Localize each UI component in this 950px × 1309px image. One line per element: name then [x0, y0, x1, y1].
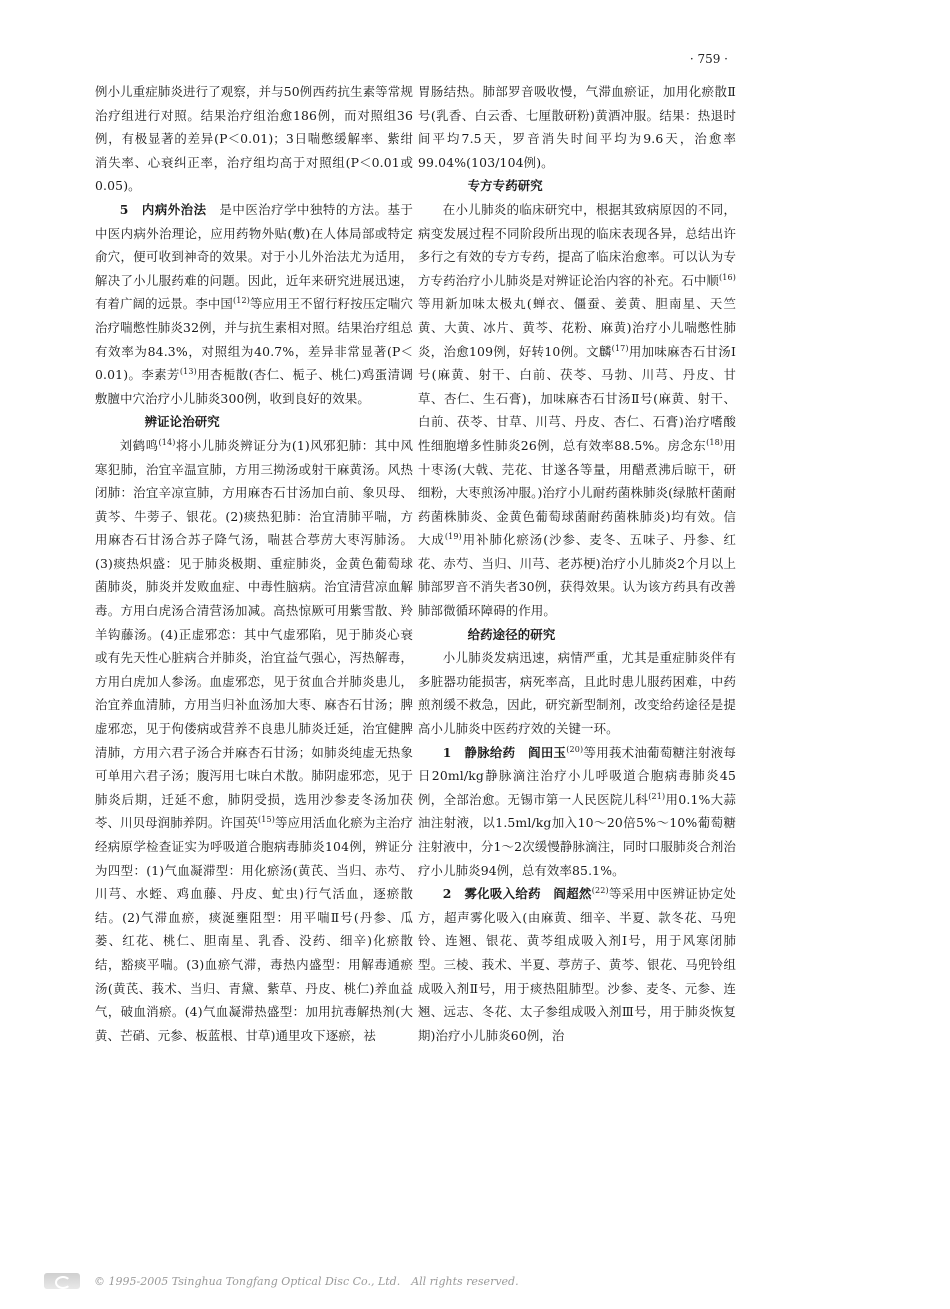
citation-ref: (13): [179, 367, 197, 376]
copyright-text: © 1995-2005 Tsinghua Tongfang Optical Disc Co., Ltd. All rights reserved.: [94, 1275, 519, 1288]
citation-ref: (22): [591, 886, 609, 896]
citation-ref: (16): [718, 272, 737, 282]
paragraph: 例小儿重症肺炎进行了观察，并与50例西药抗生素等常规治疗组进行对照。结果治疗组治愈186例，而对照组36例，有极显著的差异(P＜0.01)；3日喘憋缓解率、紫绀消失率、心衰纠正率，治疗组均高于对照组(P＜0.01或0.05)。: [95, 84, 413, 194]
subsection-heading: 2 雾化吸入给药: [442, 886, 541, 902]
section-heading: 辨证论治研究: [144, 414, 220, 430]
paragraph: 在小儿肺炎的临床研究中，根据其致病原因的不同，病变发展过程不同阶段所出现的临床表现各异，总结出许多行之有效的专方专药，提高了临床治愈率。可以认为专方专药治疗小儿肺炎是对辨证论治内容的补充。石中顺$^{(16)}$等用新加味太极丸(蝉衣、僵蚕、姜黄、胆南星、天竺黄、大黄、冰片、黄芩、花粉、麻黄)治疗小儿喘憋性肺炎，治愈109例，好转10例。文麟$^{(17)}$用加味麻杏石甘汤Ⅰ号(麻黄、射干、白前、茯苓、马勃、川芎、丹皮、甘草、杏仁、生石膏)，加味麻杏石甘汤Ⅱ号(麻黄、射干、白前、茯苓、甘草、川芎、丹皮、杏仁、石膏)治疗嗜酸性细胞增多性肺炎26例，总有效率88.5%。房念东$^{(18)}$用十枣汤(大戟、芫花、甘遂各等量，用醋煮沸后晾干，研细粉，大枣煎汤冲服。)治疗小儿耐药菌株肺炎(绿脓杆菌耐药菌株肺炎、金黄色葡萄球菌耐药菌株肺炎)均有效。信大成$^{(19)}$用补肺化瘀汤(沙参、麦冬、五味子、丹参、红花、赤芍、当归、川芎、老苏梗)治疗小儿肺炎2个月以上肺部罗音不消失者30例，获得效果。认为该方药具有改善肺部微循环障碍的作用。: [418, 201, 737, 619]
publisher-logo-icon: [44, 1273, 80, 1289]
citation-ref: (18): [706, 437, 724, 447]
subsection-heading: 1 静脉给药: [442, 744, 516, 760]
left-column: [95, 80, 413, 1047]
citation-ref: (20): [566, 744, 584, 754]
paragraph: 胃肠结热。肺部罗音吸收慢，气滞血瘀证，加用化瘀散Ⅱ号(乳香、白云香、七厘散研粉)黄酒冲服。结果：热退时间平均7.5天，罗音消失时间平均为9.6天，治愈率99.04%(103/104例)。: [418, 84, 736, 170]
section-heading: 5 内病外治法: [119, 201, 207, 217]
copyright-footer: [44, 1271, 519, 1291]
section-heading: 专方专药研究: [467, 178, 543, 194]
paragraph: 2 雾化吸入给药 阎超然$^{(22)}$等采用中医辨证协定处方，超声雾化吸入(由麻黄、细辛、半夏、款冬花、马兜铃、连翘、银花、黄芩组成吸入剂Ⅰ号，用于风寒闭肺型。三棱、莪术、半夏、葶苈子、黄芩、银花、马兜铃组成吸入剂Ⅱ号，用于痰热阻肺型。沙参、麦冬、元参、连翘、远志、冬花、太子参组成吸入剂Ⅲ号，用于肺炎恢复期)治疗小儿肺炎60例，治: [418, 886, 737, 1043]
paragraph: 1 静脉给药 阎田玉$^{(20)}$等用莪术油葡萄糖注射液每日20ml/kg静脉滴注治疗小儿呼吸道合胞病毒肺炎45例，全部治愈。无锡市第一人民医院儿科$^{(21)}$用0.1%大蒜油注射液，以1.5ml/kg加入10～20倍5%～10%葡萄糖注射液中，分1～2次缓慢静脉滴注，同时口服肺炎合剂治疗小儿肺炎94例，总有效率85.1%。: [418, 744, 737, 878]
paragraph: 刘鹤鸣$^{(14)}$将小儿肺炎辨证分为(1)风邪犯肺：其中风寒犯肺，治宜辛温宣肺，方用三拗汤或射干麻黄汤。风热闭肺：治宜辛凉宣肺，方用麻杏石甘汤加白前、象贝母、黄芩、牛蒡子、银花。(2)痰热犯肺：治宜清肺平喘，方用麻杏石甘汤合苏子降气汤，喘甚合葶苈大枣泻肺汤。(3)痰热炽盛：见于肺炎极期、重症肺炎，金黄色葡萄球菌肺炎，肺炎并发败血症、中毒性脑病。治宜清营凉血解毒。方用白虎汤合清营汤加减。高热惊厥可用紫雪散、羚羊钩藤汤。(4)正虚邪恋：其中气虚邪陷，见于肺炎心衰或有先天性心脏病合并肺炎，治宜益气强心，泻热解毒，方用白虎加人参汤。血虚邪恋，见于贫血合并肺炎患儿，治宜养血清肺，方用当归补血汤加大枣、麻杏石甘汤；脾虚邪恋，见于佝偻病或营养不良患儿肺炎迁延，治宜健脾清肺，方用六君子汤合并麻杏石甘汤；如肺炎纯虚无热象可单用六君子汤；腹泻用七味白术散。肺阴虚邪恋，见于肺炎后期，迁延不愈，肺阴受损，选用沙参麦冬汤加茯苓、川贝母润肺养阴。许国英$^{(15)}$等应用活血化瘀为主治疗经病原学检查证实为呼吸道合胞病毒肺炎104例，辨证分为四型：(1)气血凝滞型：用化瘀汤(黄芪、当归、赤芍、川芎、水蛭、鸡血藤、丹皮、虻虫)行气活血，逐瘀散结。(2)气滞血瘀，痰涎壅阻型：用平喘Ⅱ号(丹参、瓜蒌、红花、桃仁、胆南星、乳香、没药、细辛)化瘀散结，豁痰平喘。(3)血瘀气滞，毒热内盛型：用解毒通瘀汤(黄芪、莪术、当归、青黛、紫草、丹皮、桃仁)养血益气，破血消瘀。(4)气血凝滞热盛型：加用抗毒解热剂(大黄、芒硝、元参、板蓝根、甘草)通里攻下逐瘀，祛: [95, 437, 414, 1043]
right-column: [418, 80, 736, 1047]
citation-ref: (17): [611, 343, 629, 353]
citation-ref: (14): [158, 437, 176, 447]
paragraph: 5 内病外治法 是中医治疗学中独特的方法。基于中医内病外治理论，应用药物外贴(敷)在人体局部或特定俞穴，便可收到神奇的效果。对于小儿外治法尤为适用，解决了小儿服药难的问题。因此，近年来研究进展迅速，有着广阔的远景。李中国$^{(12)}$等应用王不留行籽按压定喘穴治疗喘憋性肺炎32例，并与抗生素相对照。结果治疗组总有效率为84.3%，对照组为40.7%，差异非常显著(P＜0.01)。李素芳$^{(13)}$用杏栀散(杏仁、栀子、桃仁)鸡蛋清调敷膻中穴治疗小儿肺炎300例，收到良好的效果。: [95, 201, 414, 406]
citation-ref: (15): [258, 815, 276, 825]
page-number: · 759 ·: [689, 52, 728, 66]
citation-ref: (12): [232, 296, 250, 306]
citation-ref: (21): [648, 791, 666, 801]
citation-ref: (19): [444, 532, 462, 542]
section-heading: 给药途径的研究: [467, 626, 556, 642]
paragraph: 小儿肺炎发病迅速，病情严重，尤其是重症肺炎伴有多脏器功能损害，病死率高，且此时患儿服药困难，中药煎剂缓不救急，因此，研究新型制剂，改变给药途径是提高小儿肺炎中医药疗效的关键一环。: [418, 650, 736, 737]
